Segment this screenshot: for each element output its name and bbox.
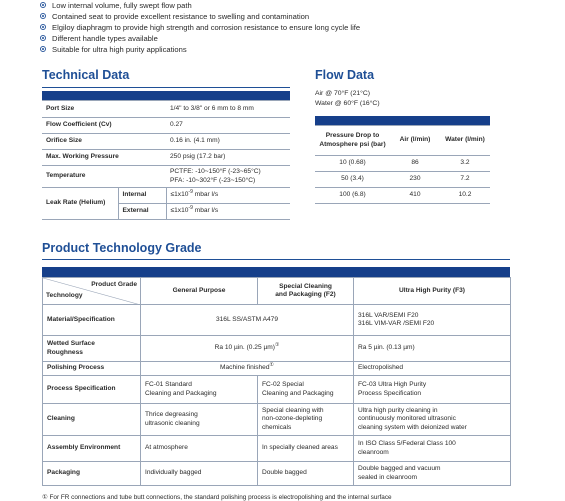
general-purpose-header: General Purpose xyxy=(141,278,258,305)
flow-data-table xyxy=(315,125,490,204)
packaging-uhp: Double bagged and vacuum sealed in cleanroom xyxy=(354,462,511,486)
material-general: 316L SS/ASTM A479 xyxy=(141,305,354,336)
leak-external-label: External xyxy=(118,204,166,220)
grade-header-bar xyxy=(42,267,510,277)
packaging-label: Packaging xyxy=(43,462,141,486)
leak-internal-value: $\le 1x10^{-9}$ mbar l/s xyxy=(166,188,290,204)
technical-data-rule xyxy=(42,87,290,88)
polish-uhp: Electropolished xyxy=(354,362,511,376)
water-cell: 3.2 xyxy=(440,156,490,172)
table-header-row xyxy=(315,126,490,156)
wetted-label: Wetted Surface Roughness xyxy=(43,336,141,362)
assembly-special: In specially cleaned areas xyxy=(258,436,354,462)
orifice-value: 0.16 in. (4.1 mm) xyxy=(166,134,290,150)
bullet-icon xyxy=(40,13,46,19)
water-header: Water (l/min) xyxy=(440,126,490,156)
table-row xyxy=(43,404,511,436)
cv-value: 0.27 xyxy=(166,118,290,134)
temperature-pfa: PFA: -10~302°F (-23~150°C) xyxy=(170,176,256,184)
packaging-general: Individually bagged xyxy=(141,462,258,486)
table-row xyxy=(43,305,511,336)
cv-label: Flow Coefficient (Cv) xyxy=(42,118,166,134)
leak-external-value: $\le 1x10^{-9}$ mbar l/s xyxy=(166,204,290,220)
table-row xyxy=(42,101,290,118)
cleaning-uhp: Ultra high purity cleaning in continuously monitored ultrasonic cleaning system with deionized water xyxy=(354,404,511,436)
polish-label: Polishing Process xyxy=(43,362,141,376)
air-cell: 410 xyxy=(390,188,440,204)
port-size-value: 1/4" to 3/8" or 6 mm to 8 mm xyxy=(166,101,290,118)
list-item-text: Low internal volume, fully swept flow path xyxy=(52,1,192,10)
assembly-general: At atmosphere xyxy=(141,436,258,462)
table-row xyxy=(43,462,511,486)
wetted-uhp: Ra 5 µin. (0.13 µm) xyxy=(354,336,511,362)
process-special: FC-02 Special Cleaning and Packaging xyxy=(258,376,354,404)
footnote: ① For FR connections and tube butt connections, the standard polishing process is electropolishing and the internal surface xyxy=(42,494,392,501)
pressure-cell: 10 (0.68) xyxy=(315,156,390,172)
table-row xyxy=(315,156,490,172)
temperature-value xyxy=(166,166,290,188)
list-item-text: Different handle types available xyxy=(52,34,158,43)
assembly-uhp: In ISO Class 5/Federal Class 100 cleanroom xyxy=(354,436,511,462)
list-item-text: Contained seat to provide excellent resistance to swelling and contamination xyxy=(52,12,310,21)
corner-header-cell xyxy=(43,278,141,305)
bullet-icon xyxy=(40,24,46,30)
list-item-text: Elgiloy diaphragm to provide high strength and corrosion resistance to ensure long cycle life xyxy=(52,23,361,32)
ultra-high-purity-header: Ultra High Purity (F3) xyxy=(354,278,511,305)
pressure-drop-header: Pressure Drop to Atmosphere psi (bar) xyxy=(315,126,390,156)
grade-rule xyxy=(42,259,510,260)
flow-data-header-bar xyxy=(315,116,490,125)
table-row xyxy=(42,118,290,134)
table-row xyxy=(43,436,511,462)
process-label: Process Specification xyxy=(43,376,141,404)
air-header: Air (l/min) xyxy=(390,126,440,156)
air-condition: Air @ 70°F (21°C) xyxy=(315,90,371,97)
assembly-label: Assembly Environment xyxy=(43,436,141,462)
leak-internal-label: Internal xyxy=(118,188,166,204)
corner-product-grade: Product Grade xyxy=(91,281,137,288)
process-uhp: FC-03 Ultra High Purity Process Specification xyxy=(354,376,511,404)
table-row xyxy=(42,166,290,188)
temperature-label: Temperature xyxy=(42,166,166,188)
special-cleaning-header: Special Cleaning and Packaging (F2) xyxy=(258,278,354,305)
table-row xyxy=(315,172,490,188)
table-row xyxy=(315,188,490,204)
temperature-pctfe: PCTFE: -10~150°F (-23~65°C) xyxy=(170,168,261,175)
table-header-row xyxy=(43,278,511,305)
water-condition: Water @ 60°F (16°C) xyxy=(315,100,380,107)
bullet-icon xyxy=(40,2,46,8)
cleaning-general: Thrice degreasing ultrasonic cleaning xyxy=(141,404,258,436)
cleaning-label: Cleaning xyxy=(43,404,141,436)
pressure-cell: 50 (3.4) xyxy=(315,172,390,188)
table-row xyxy=(43,336,511,362)
bullet-icon xyxy=(40,46,46,52)
list-item-text: Suitable for ultra high purity applications xyxy=(52,45,187,54)
water-cell: 10.2 xyxy=(440,188,490,204)
table-row xyxy=(42,134,290,150)
grade-title: Product Technology Grade xyxy=(42,241,202,255)
orifice-label: Orifice Size xyxy=(42,134,166,150)
pressure-value: 250 psig (17.2 bar) xyxy=(166,150,290,166)
material-uhp: 316L VAR/SEMI F20 316L VIM-VAR /SEMI F20 xyxy=(354,305,511,336)
material-label: Material/Specification xyxy=(43,305,141,336)
port-size-label: Port Size xyxy=(42,101,166,118)
bullet-icon xyxy=(40,35,46,41)
flow-data-title: Flow Data xyxy=(315,68,375,82)
water-cell: 7.2 xyxy=(440,172,490,188)
technical-data-table xyxy=(42,100,290,220)
technical-data-title: Technical Data xyxy=(42,68,130,82)
pressure-cell: 100 (6.8) xyxy=(315,188,390,204)
technical-data-header-bar xyxy=(42,91,290,100)
table-row xyxy=(43,362,511,376)
air-cell: 86 xyxy=(390,156,440,172)
air-cell: 230 xyxy=(390,172,440,188)
table-row xyxy=(42,150,290,166)
product-grade-table xyxy=(42,277,511,486)
cleaning-special: Special cleaning with non-ozone-depleting chemicals xyxy=(258,404,354,436)
wetted-general: Ra 10 µin. (0.25 µm)① xyxy=(141,336,354,362)
polish-general: Machine finished① xyxy=(141,362,354,376)
packaging-special: Double bagged xyxy=(258,462,354,486)
table-row xyxy=(43,376,511,404)
leak-rate-label: Leak Rate (Helium) xyxy=(42,188,118,220)
process-general: FC-01 Standard Cleaning and Packaging xyxy=(141,376,258,404)
corner-technology: Technology xyxy=(46,291,83,299)
pressure-label: Max. Working Pressure xyxy=(42,150,166,166)
table-row xyxy=(42,188,290,204)
